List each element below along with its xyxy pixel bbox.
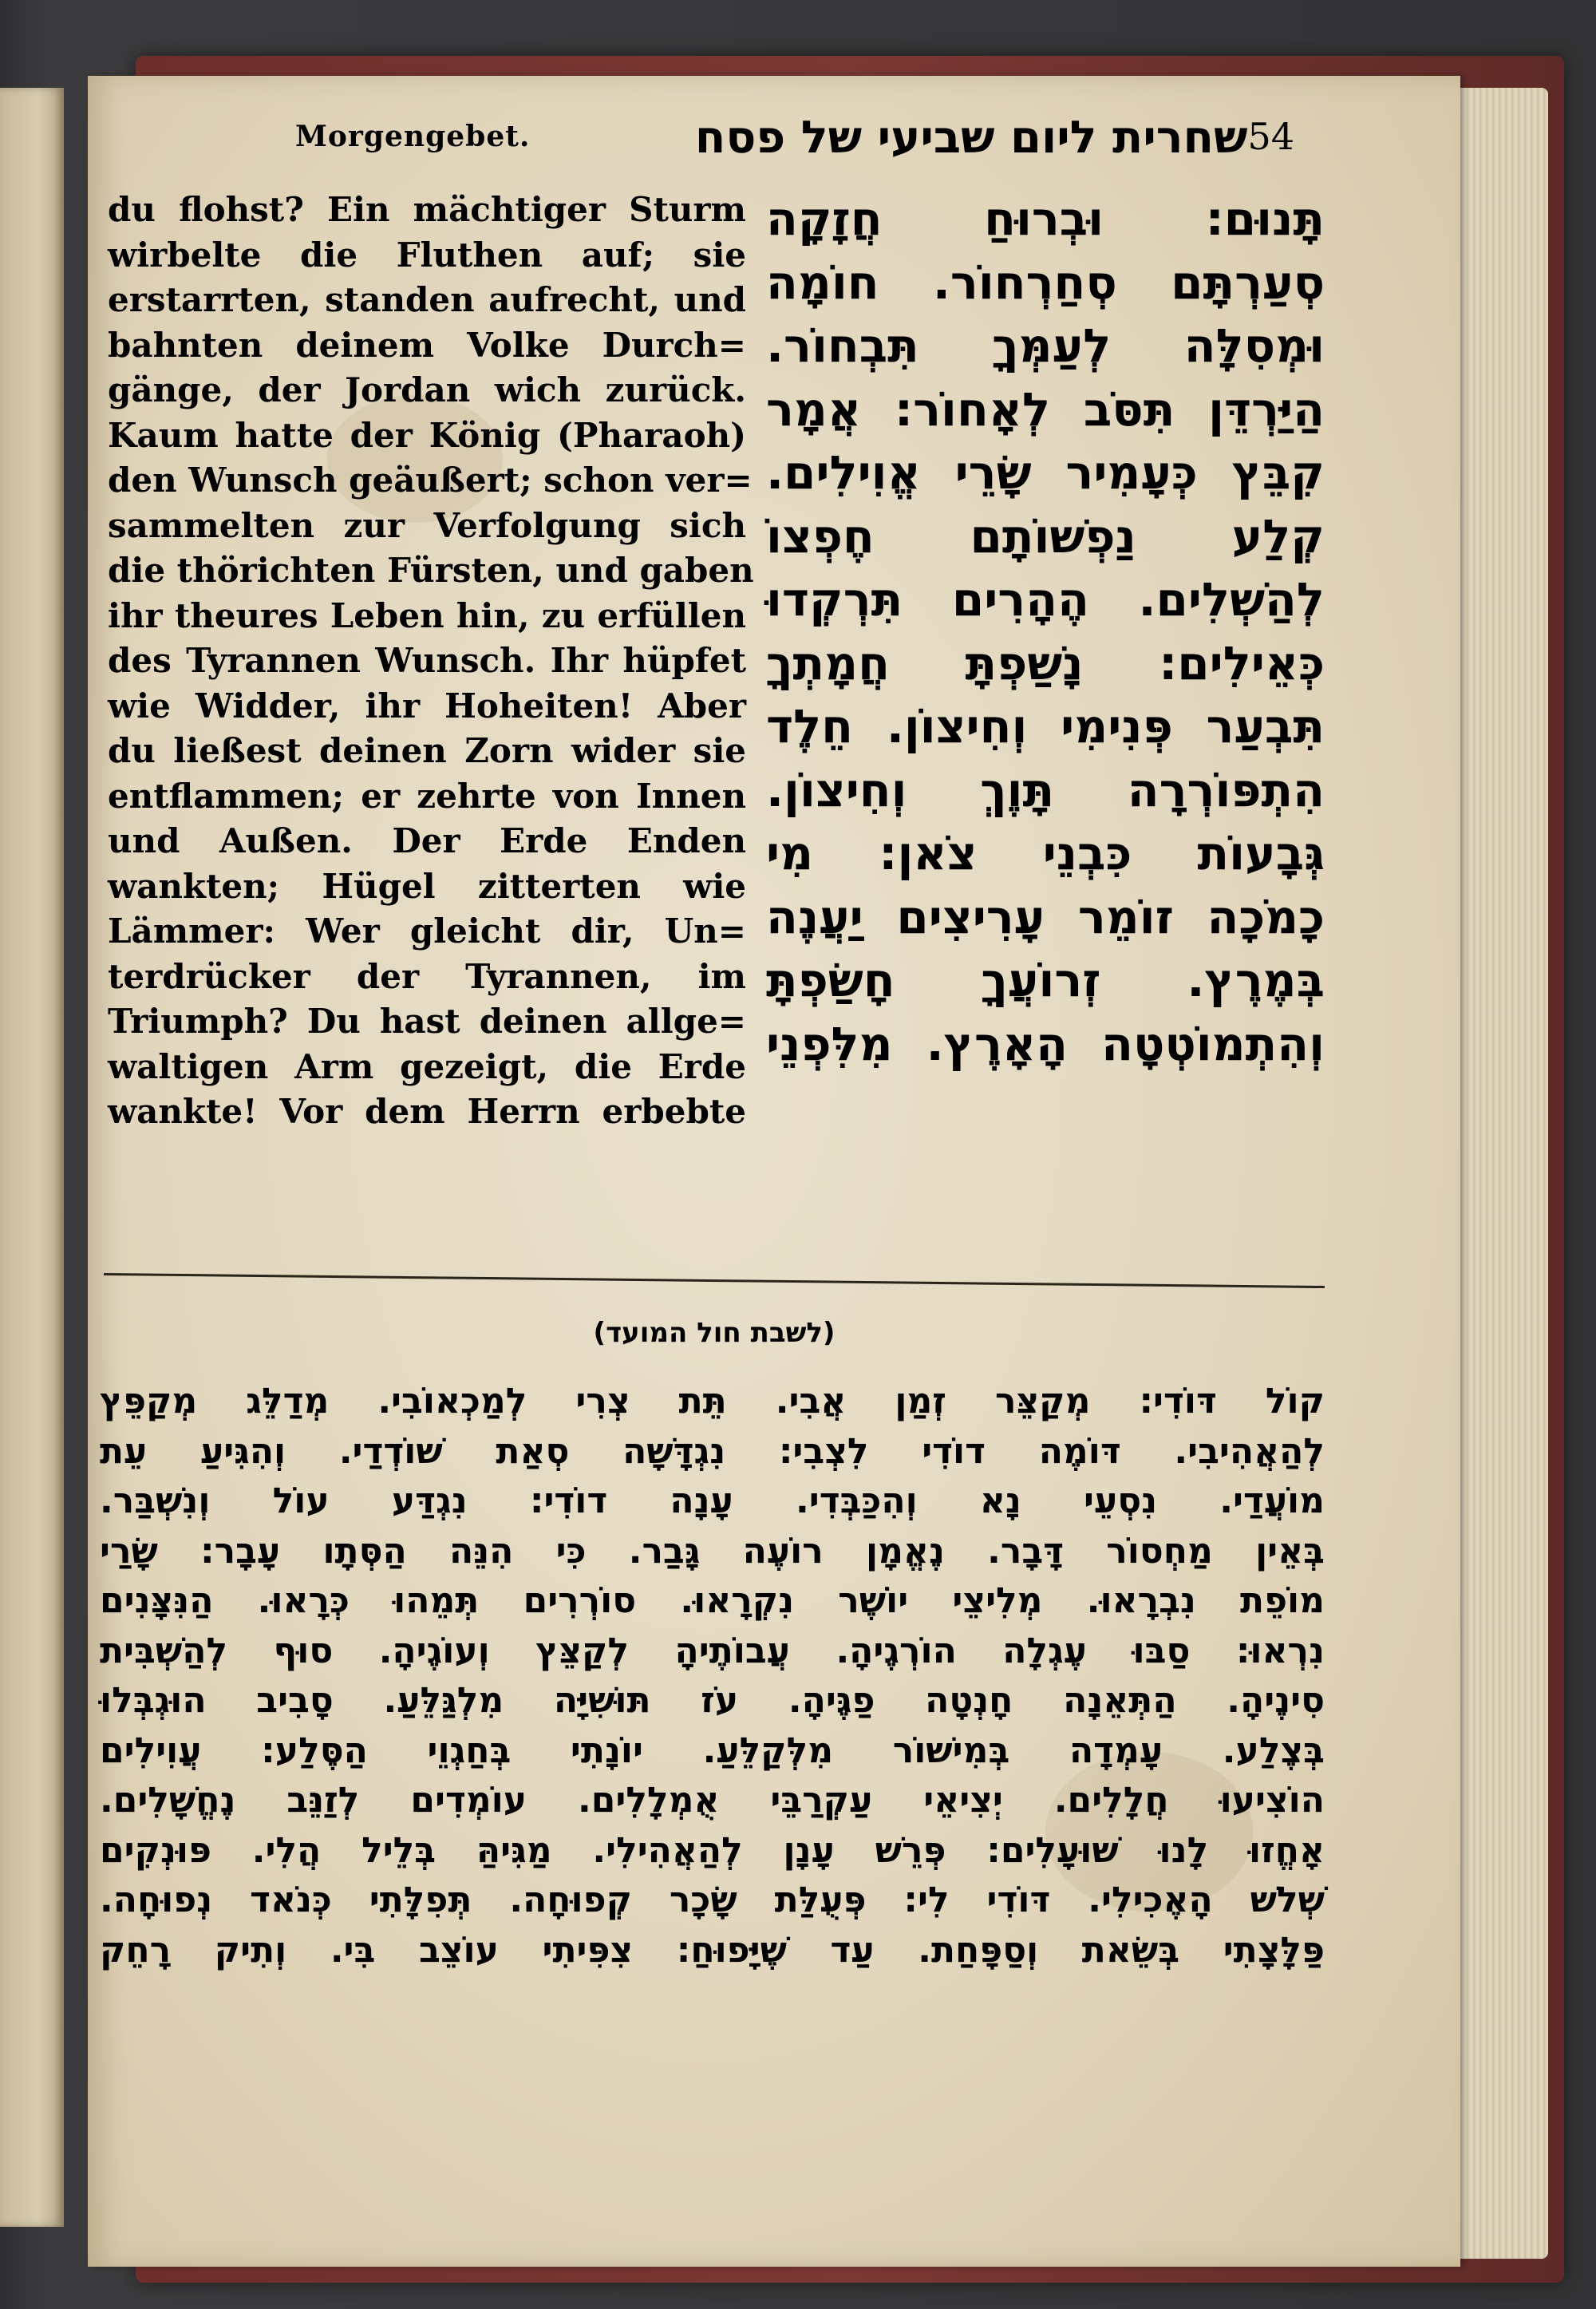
hebrew-line: כְּאֵילִים: נָשַׁפְתָּ חֲמָתְךָ: [766, 635, 1325, 690]
hebrew-line: הַיַּרְדֵּן תִּסֹּב לְאָחוֹר: אֲמָר: [766, 382, 1325, 437]
poem-line: אָחֱזוּ לָנוּ שׁוּעָלִים: פְּרֵשׁ עָנָן לְהַאֲהִילִי. מַגִּיהַּ בְּלֵיל הֲלִי. פּוּנְקִים: [100, 1829, 1325, 1871]
german-line: Triumph? Du hast deinen allge=: [108, 1002, 746, 1041]
hebrew-line: גְּבָעוֹת כִּבְנֵי צֹאן: מִי: [766, 826, 1325, 880]
header-hebrew-title: שחרית ליום שביעי של פסח: [694, 112, 1248, 164]
running-header: [104, 112, 1317, 184]
section-title: (לשבת חול המועד): [593, 1317, 836, 1349]
hebrew-line: תִּבְעַר פְּנִימִי וְחִיצוֹן. חֵלֶד: [766, 699, 1325, 753]
german-line: wankten; Hügel zitterten wie: [108, 866, 746, 906]
hebrew-line: וְהִתְמוֹטְטָה הָאָרֶץ. מִלִּפְנֵי: [766, 1016, 1325, 1071]
german-line: des Tyrannen Wunsch. Ihr hüpfet: [108, 641, 746, 680]
german-line: und Außen. Der Erde Enden: [108, 821, 746, 860]
left-page-edge: [0, 88, 64, 2227]
hebrew-line: בְּמֶרֶץ. זְרוֹעֲךָ חָשַׂפְתָּ: [766, 953, 1325, 1007]
german-line: wie Widder, ihr Hoheiten! Aber: [108, 686, 746, 726]
german-line: sammelten zur Verfolgung sich: [108, 505, 746, 545]
poem-line: לְהַאֲהִיבִי. דּוֹמֶה דוֹדִי לִצְבִי: נִגְדָּשָׁה סְאַת שׁוֹדְדַי. וְהִגִּיעַ עֵת: [100, 1430, 1325, 1472]
hebrew-line: לְהַשְׁלִים. הֶהָרִים תִּרְקְדוּ: [766, 572, 1325, 627]
german-line: die thörichten Fürsten, und gaben: [108, 551, 754, 590]
poem-line: מוֹפֵת נִבְרָאוּ. מְלִיצֵי יוֹשֶׁר נִקְרָאוּ. סוֹרְרִים תְּמֵהוּ כְּרָאוּ. הַנִּצָּנִים: [100, 1580, 1325, 1621]
hebrew-poem-block: [100, 1377, 1325, 1975]
german-line: du ließest deinen Zorn wider sie: [108, 731, 746, 770]
hebrew-line: סְעַרְתָּם סְחַרְחוֹר. חוֹמָה: [766, 255, 1325, 310]
hebrew-line: וּמְסִלָּה לְעַמְּךָ תִּבְחוֹר.: [766, 318, 1325, 373]
german-line: wankte! Vor dem Herrn erbebte: [108, 1092, 746, 1131]
poem-line: בְּאֵין מַחְסוֹר דָּבָר. נֶאֱמָן רוֹעֶה גָּבַר. כִּי הִנֵּה הַסְּתָו עָבָר: שָׂרַי: [100, 1530, 1325, 1572]
german-line: bahnten deinem Volke Durch=: [108, 325, 746, 365]
german-line: waltigen Arm gezeigt, die Erde: [108, 1046, 746, 1086]
hebrew-line: קִבֵּץ כְּעָמִיר שָׂרֵי אֱוִילִים.: [766, 445, 1325, 500]
poem-line: מוֹעֲדַי. נִסְעֵי נָא וְהִכַּבְּדִי. עָנָה דוֹדִי: נִגְדַּע עוֹל וְנִשְׁבַּר.: [100, 1481, 1325, 1521]
hebrew-line: תָּנוּם: וּבְרוּחַ חֲזָקָה: [766, 192, 1325, 246]
german-line: entflammen; er zehrte von Innen: [108, 776, 746, 816]
header-german-title: Morgengebet.: [295, 120, 531, 153]
german-line: du flohst? Ein mächtiger Sturm: [108, 190, 746, 229]
poem-line: סִינֶיהָ. הַתְּאֵנָה חָנְטָה פַגֶּיהָ. עֹז תּוּשִׁיָּה מִלְגַּלֵּעַ. סָבִיב הוּגְבְּלוּ: [100, 1680, 1325, 1721]
german-line: wirbelte die Fluthen auf; sie: [108, 235, 746, 275]
page-number: 54: [1247, 115, 1294, 158]
poem-line: נִרְאוּ: סַבּוּ עֶגְלָה הוֹרְגֶיהָ. עֲבוֹתֶיהָ לְקַצֵּץ וְעוֹגֶיהָ. סוּף לְהַשְׁבִּית: [100, 1630, 1325, 1671]
german-line: erstarrten, standen aufrecht, und: [108, 280, 746, 319]
german-line: gänge, der Jordan wich zurück.: [108, 370, 746, 409]
german-line: Lämmer: Wer gleicht dir, Un=: [108, 911, 746, 951]
german-translation-column: [108, 188, 754, 1135]
poem-line: פַּלָּצָתִי בְּשֵׂאת וְסַפָּחַת. עַד שֶׁיָּפוּחַ: צִפִּיתִי עוֹצֵב בִּי. וְתִיק רָחֵק: [100, 1929, 1325, 1971]
german-line: den Wunsch geäußert; schon ver=: [108, 461, 753, 500]
header-hebrew: [695, 112, 1317, 164]
hebrew-line: כָמֹכָה זוֹמֵר עָרִיצִים יַעֲנֶה: [766, 889, 1325, 944]
poem-line: שְׁלשׁ הָאֶכִילִי. דּוֹדִי לִי: פְּעֻלַּת שָׂכָר קְפוּחָה. תְּפִלָּתִי כְּנֹאד נְפוּחָה.: [100, 1880, 1325, 1920]
hebrew-line: הִתְפּוֹרְרָה תָּוֶךְ וְחִיצוֹן.: [766, 762, 1325, 817]
german-line: terdrücker der Tyrannen, im: [108, 956, 746, 996]
german-line: ihr theures Leben hin, zu erfüllen: [108, 595, 746, 635]
poem-line: בְּצֶלַע. עָמְדָה בְּמִישׁוֹר מִלְּקַלֵּעַ. יוֹנָתִי בְּחַגְוֵי הַסֶּלַע: עֲוִילִים: [100, 1730, 1325, 1771]
hebrew-text-column: [766, 188, 1325, 1076]
poem-line: הוֹצִיעוּ חֲלָלִים. יְצִיאֵי עַקְרַבֵּי אֻמְלָלִים. עוֹמְדִים לְזַנֵּב נֶחֱשָׁלִים.: [100, 1780, 1325, 1821]
poem-line: קוֹל דּוֹדִי: מְקַצֵּר זְמַן אֲבִי. תֵּת צְרִי לְמַכְאוֹבִי. מְדַלֵּג מְקַפֵּץ: [100, 1381, 1325, 1421]
hebrew-line: קְלַע נַפְשׁוֹתָם חֶפְצוֹ: [766, 508, 1325, 563]
german-line: Kaum hatte der König (Pharaoh): [108, 415, 746, 455]
